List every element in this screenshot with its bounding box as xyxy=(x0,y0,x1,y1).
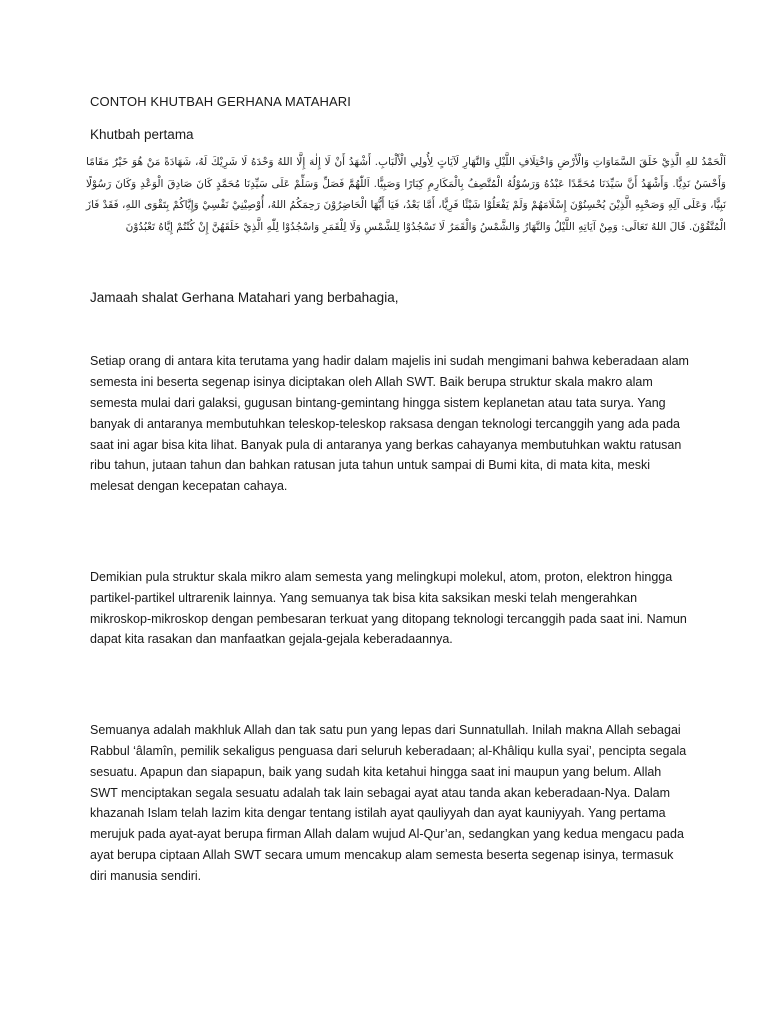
arabic-opening-text: اَلْحَمْدُ للهِ الَّذِيْ خَلَقَ السَّمَاوَاتِ وَالْأَرْضِ وَاخْتِلَافِ اللَّيْلِ وَالنَّهَارِ لَآيَاتٍ لِأُولِي الْأَلْبَابِ. أَشْهَدُ أَنْ لَا إِلٰهَ إِلَّا اللهُ وَحْدَهُ لَا شَرِيْكَ لَهُ، شَهَادَةً مَنْ هُوَ خَيْرٌ مَقَامًا وَأَحْسَنُ نَدِيًّا. وَأَشْهَدُ أَنَّ سَيِّدَنَا مُحَمَّدًا عَبْدُهُ وَرَسُوْلُهُ الْمُتَّصِفُ بِالْمَكَارِمِ كِبَارًا وَصَبِيًّا. اَللّٰهُمَّ فَصَلِّ وَسَلِّمْ عَلَى سَيِّدِنَا مُحَمَّدٍ كَانَ صَادِقَ الْوَعْدِ وَكَانَ رَسُوْلًا نَبِيًّا، وَعَلَى آلِهِ وَصَحْبِهِ الَّذِيْنَ يُحْسِنُوْنَ إِسْلَامَهُمْ وَلَمْ يَفْعَلُوْا شَيْئًا فَرِيًّا، أَمَّا بَعْدُ، فَيَا أَيُّهَا الْحَاضِرُوْنَ رَحِمَكُمُ اللهُ، أُوْصِيْنِيْ نَفْسِيْ وَإِيَّاكُمْ بِتَقْوَى اللهِ، فَقَدْ فَازَ الْمُتَّقُوْنَ. قَالَ اللهُ تَعَالَى: وَمِنْ آيَاتِهِ اللَّيْلُ وَالنَّهَارُ وَالشَّمْسُ وَالْقَمَرُ لَا تَسْجُدُوْا لِلشَّمْسِ وَلَا لِلْقَمَرِ وَاسْجُدُوْا لِلّٰهِ الَّذِيْ خَلَقَهُنَّ إِنْ كُنْتُمْ إِيَّاهُ تَعْبُدُوْنَ xyxy=(86,156,726,233)
paragraph: Setiap orang di antara kita terutama yang hadir dalam majelis ini sudah mengimani bahwa keberadaan alam semesta ini beserta segenap isinya diciptakan oleh Allah SWT. Baik berupa struktur skala makro alam semesta mulai dari galaksi, gugusan bintang-gemintang hingga sistem keplanetan atau tata surya. Yang banyak di antaranya membutuhkan teleskop-teleskop raksasa dengan teknologi tercanggih yang ada pada saat ini agar bisa kita lihat. Banyak pula di antaranya yang berkas cahayanya membutuhkan waktu ratusan ribu tahun, jutaan tahun dan bahkan ratusan juta tahun untuk sampai di Bumi kita, di mata kita, meski melesat dengan kecepatan cahaya. xyxy=(90,354,689,494)
paragraph: Semuanya adalah makhluk Allah dan tak satu pun yang lepas dari Sunnatullah. Inilah makna Allah sebagai Rabbul ‘âlamîn, pemilik sekaligus penguasa dari seluruh keberadaan; al-Khâliqu kulla syai’, pencipta segala sesuatu. Apapun dan siapapun, baik yang sudah kita ketahui hingga saat ini maupun yang belum. Allah SWT menciptakan segala sesuatu adalah tak lain sebagai ayat atau tanda akan keberadaan-Nya. Dalam khazanah Islam telah lazim kita dengar tentang istilah ayat qauliyyah dan ayat kauniyyah. Yang pertama merujuk pada ayat-ayat berupa firman Allah dalam wujud Al-Qur’an, sedangkan yang kedua mengacu pada ayat berupa ciptaan Allah SWT secara umum mencakup alam semesta beserta segenap isinya, termasuk diri manusia sendiri. xyxy=(90,723,687,883)
document-title: CONTOH KHUTBAH GERHANA MATAHARI xyxy=(90,94,351,109)
section-heading: Khutbah pertama xyxy=(90,127,194,142)
paragraph: Demikian pula struktur skala mikro alam semesta yang melingkupi molekul, atom, proton, elektron hingga partikel-partikel ultrarenik lainnya. Yang semuanya tak bisa kita saksikan meski telah mengerahkan mikroskop-mikroskop dengan pembesaran terkuat yang ditopang teknologi tercanggih pada saat ini. Namun dapat kita rasakan dan manfaatkan gejala-gejala keberadaannya. xyxy=(90,569,687,647)
document-body xyxy=(86,93,726,887)
greeting-line: Jamaah shalat Gerhana Matahari yang berbahagia, xyxy=(90,290,399,306)
